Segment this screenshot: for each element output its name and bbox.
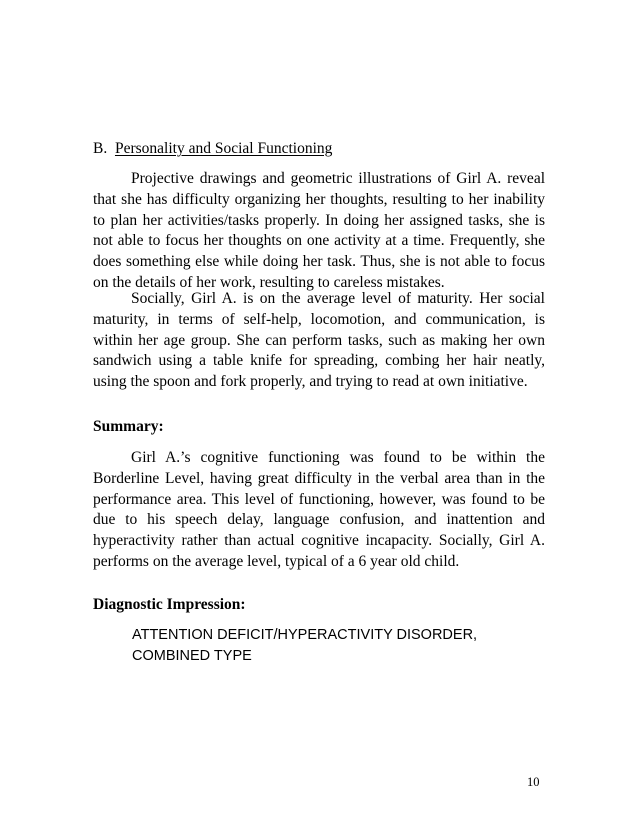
section-b-paragraph-2: Socially, Girl A. is on the average level of maturity. Her social maturity, in terms of self-help, locomotion, and communication, is within her age group. She can perform tasks, such as making her own sandwich using a table knife for spreading, combing her hair neatly, using the spoon and fork properly, and trying to read at own initiative. — [93, 290, 545, 391]
diagnostic-line-1: ATTENTION DEFICIT/HYPERACTIVITY DISORDER, — [132, 627, 478, 643]
summary-paragraph: Girl A.’s cognitive functioning was found to be within the Borderline Level, having great difficulty in the verbal area than in the performance area. This level of functioning, however, was found to be due to his speech delay, language confusion, and inattention and hyperactivity rather than actual cognitive incapacity. Socially, Girl A. performs on the average level, typical of a 6 year old child. — [93, 449, 545, 570]
summary-heading: Summary: — [93, 418, 164, 435]
section-b-prefix: B. — [93, 140, 108, 157]
diagnostic-heading: Diagnostic Impression: — [93, 596, 246, 613]
diagnostic-impression — [132, 625, 477, 666]
section-b-paragraph-1: Projective drawings and geometric illustrations of Girl A. reveal that she has difficulty organizing her thoughts, resulting to her inability to plan her activities/tasks properly. In doing her assigned tasks, she is not able to focus her thoughts on one activity at a time. Frequently, she does something else while doing her task. Thus, she is not able to focus on the details of her work, resulting to careless mistakes. — [93, 170, 545, 291]
page-number: 10 — [527, 775, 540, 789]
diagnostic-line-2: COMBINED TYPE — [132, 647, 252, 664]
section-b-title: Personality and Social Functioning — [114, 140, 333, 157]
section-b-heading — [93, 139, 332, 159]
